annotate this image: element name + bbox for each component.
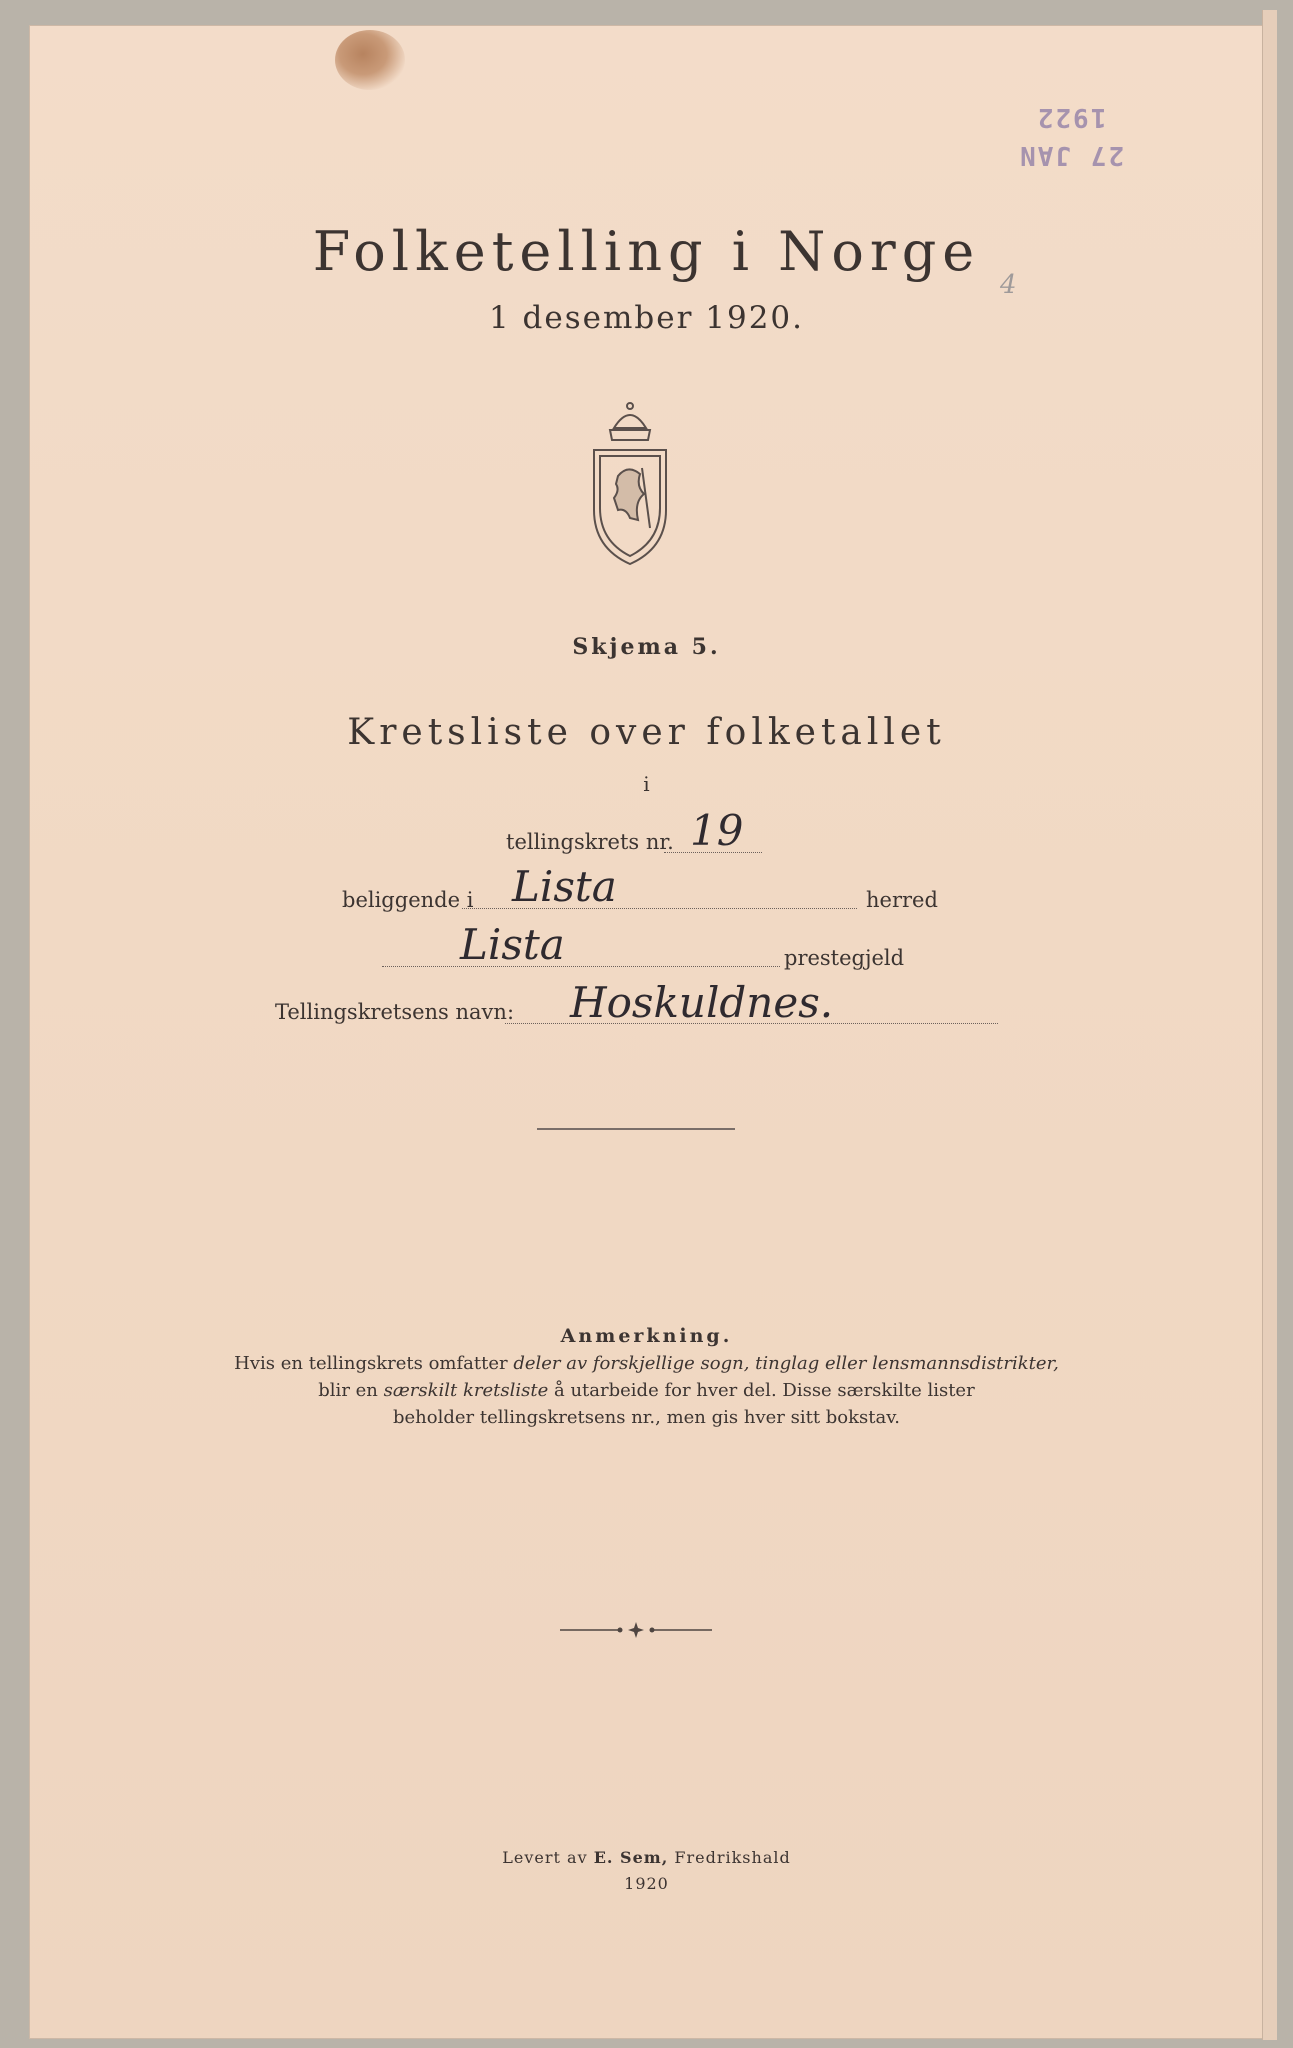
page-title: Folketelling i Norge <box>312 220 981 283</box>
note-line-3: beholder tellingskretsens nr., men gis hver sitt bokstav. <box>392 1407 900 1428</box>
page-subtitle: 1 desember 1920. <box>488 300 805 336</box>
paper-stain <box>335 30 405 90</box>
note-line-1-text: Hvis en tellingskrets omfatter <box>234 1353 514 1374</box>
printer-year: 1920 <box>624 1874 669 1893</box>
printer-prefix: Levert av <box>502 1848 594 1867</box>
prestegjeld-label: prestegjeld <box>784 946 905 970</box>
kretsnavn-value: Hoskuldnes. <box>570 978 834 1027</box>
note-line-2-text-c: å utarbeide for hver del. Disse særskilte lister <box>548 1380 975 1401</box>
schema-number: Skjema 5. <box>572 634 721 660</box>
note-line-2-italic: særskilt kretsliste <box>383 1380 549 1401</box>
herred-label: herred <box>866 888 938 912</box>
note-heading: Anmerkning. <box>560 1325 733 1347</box>
printer-name: E. Sem, <box>593 1848 669 1867</box>
note-line-2 <box>0 1380 1293 1401</box>
ornament-divider-icon <box>560 1620 712 1640</box>
beliggende-value: Lista <box>512 862 617 911</box>
form-heading: Kretsliste over folketallet <box>347 712 946 753</box>
printer-city: Fredrikshald <box>668 1848 791 1867</box>
tellingskrets-value: 19 <box>690 806 744 855</box>
section-divider <box>537 1128 735 1130</box>
date-stamp: 27 JAN 1922 <box>1018 102 1124 170</box>
prestegjeld-line <box>382 966 780 967</box>
note-line-2-text-a: blir en <box>318 1380 384 1401</box>
kretsnavn-label: Tellingskretsens navn: <box>275 1000 515 1024</box>
prestegjeld-value: Lista <box>460 920 565 969</box>
note-line-1 <box>0 1353 1293 1374</box>
pencil-note: 4 <box>1000 270 1017 300</box>
coat-of-arms-icon <box>580 398 680 568</box>
note-line-1-italic: deler av forskjellige sogn, tinglag eller lensmannsdistrikter, <box>513 1353 1059 1374</box>
tellingskrets-label: tellingskrets nr. <box>506 830 674 854</box>
printer-line <box>0 1848 1293 1867</box>
connector-text: i <box>643 772 650 796</box>
beliggende-label: beliggende i <box>342 888 474 912</box>
